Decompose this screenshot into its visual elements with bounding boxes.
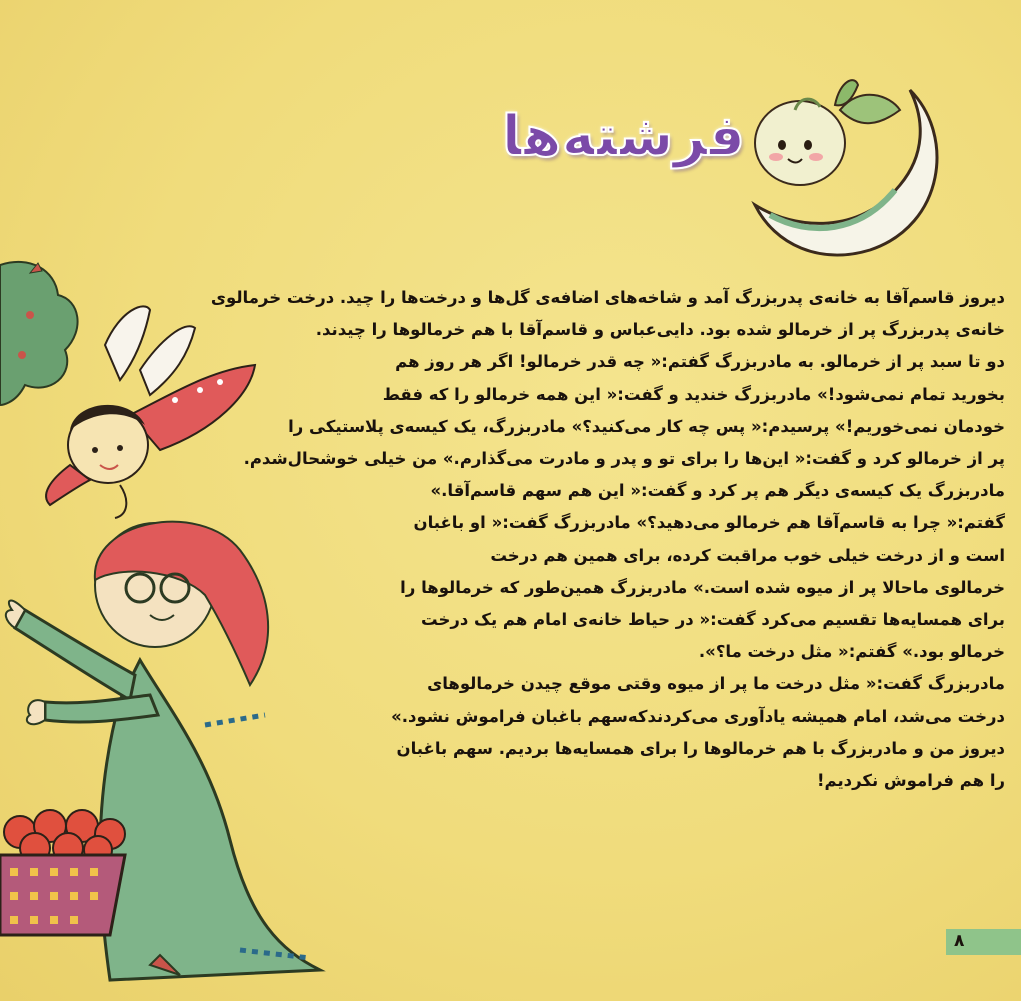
story-line: را هم فراموش نکردیم! <box>816 771 1005 791</box>
story-line: خرمالوی ماحالا پر از میوه شده است.» مادربزرگ همین‌طور که خرمالوها را <box>400 577 1005 597</box>
page-title: فرشته‌ها <box>501 104 745 169</box>
story-line: پر از خرمالو کرد و گفت:« این‌ها را برای تو و پدر و مادرت می‌گذارم.» من خیلی خوشحال‌شدم. <box>243 449 1005 469</box>
story-line: خرمالو بود.» گفتم:« مثل درخت ما؟». <box>698 642 1005 662</box>
story-line: مادربزرگ گفت:« مثل درخت ما پر از میوه وقتی موقع چیدن خرمالوهای <box>427 674 1005 694</box>
story-line: درخت می‌شد، امام همیشه یادآوری می‌کردندکه‌سهم باغبان فراموش نشود.» <box>391 706 1005 726</box>
story-line: مادربزرگ یک کیسه‌ی دیگر هم پر کرد و گفت:« این هم سهم قاسم‌آقا.» <box>430 481 1005 501</box>
story-line: دو تا سبد پر از خرمالو. به مادربزرگ گفتم:« چه قدر خرمالو! اگر هر روز هم <box>395 352 1005 372</box>
story-line: گفتم:« چرا به قاسم‌آقا هم خرمالو می‌دهید؟» مادربزرگ گفت:« او باغبان <box>413 513 1005 533</box>
story-line: دیروز قاسم‌آقا به خانه‌ی پدربزرگ آمد و شاخه‌های اضافه‌ی گل‌ها و درخت‌ها را چید. درخت خرمالوی <box>210 288 1005 307</box>
story-line: برای همسایه‌ها تقسیم می‌کرد گفت:« در حیاط خانه‌ی امام هم یک درخت <box>420 610 1005 630</box>
page-number: ۸ <box>954 931 965 951</box>
persimmon-moon-logo <box>740 65 955 265</box>
story-line: بخورید تمام نمی‌شود!» مادربزرگ خندید و گفت:« این همه خرمالو را که فقط <box>382 384 1005 404</box>
persimmon-basket-illustration <box>0 800 140 940</box>
story-line: است و از درخت خیلی خوب مراقبت کرده، برای همین هم درخت <box>490 545 1005 565</box>
flying-boy-illustration <box>10 300 260 530</box>
story-line: خودمان نمی‌خوریم!» پرسیدم:« پس چه کار می‌کنید؟» مادربزرگ، یک کیسه‌ی پلاستیکی را <box>288 416 1005 436</box>
story-line: خانه‌ی پدربزرگ پر از خرمالو شده بود. دایی‌عباس و قاسم‌آقا با هم خرمالوها را چیدند. <box>315 320 1005 340</box>
page-number-tab <box>946 929 1021 955</box>
story-line: دیروز من و مادربزرگ با هم خرمالوها را برای همسایه‌ها بردیم. سهم باغبان <box>396 738 1005 758</box>
story-text <box>210 282 1005 797</box>
